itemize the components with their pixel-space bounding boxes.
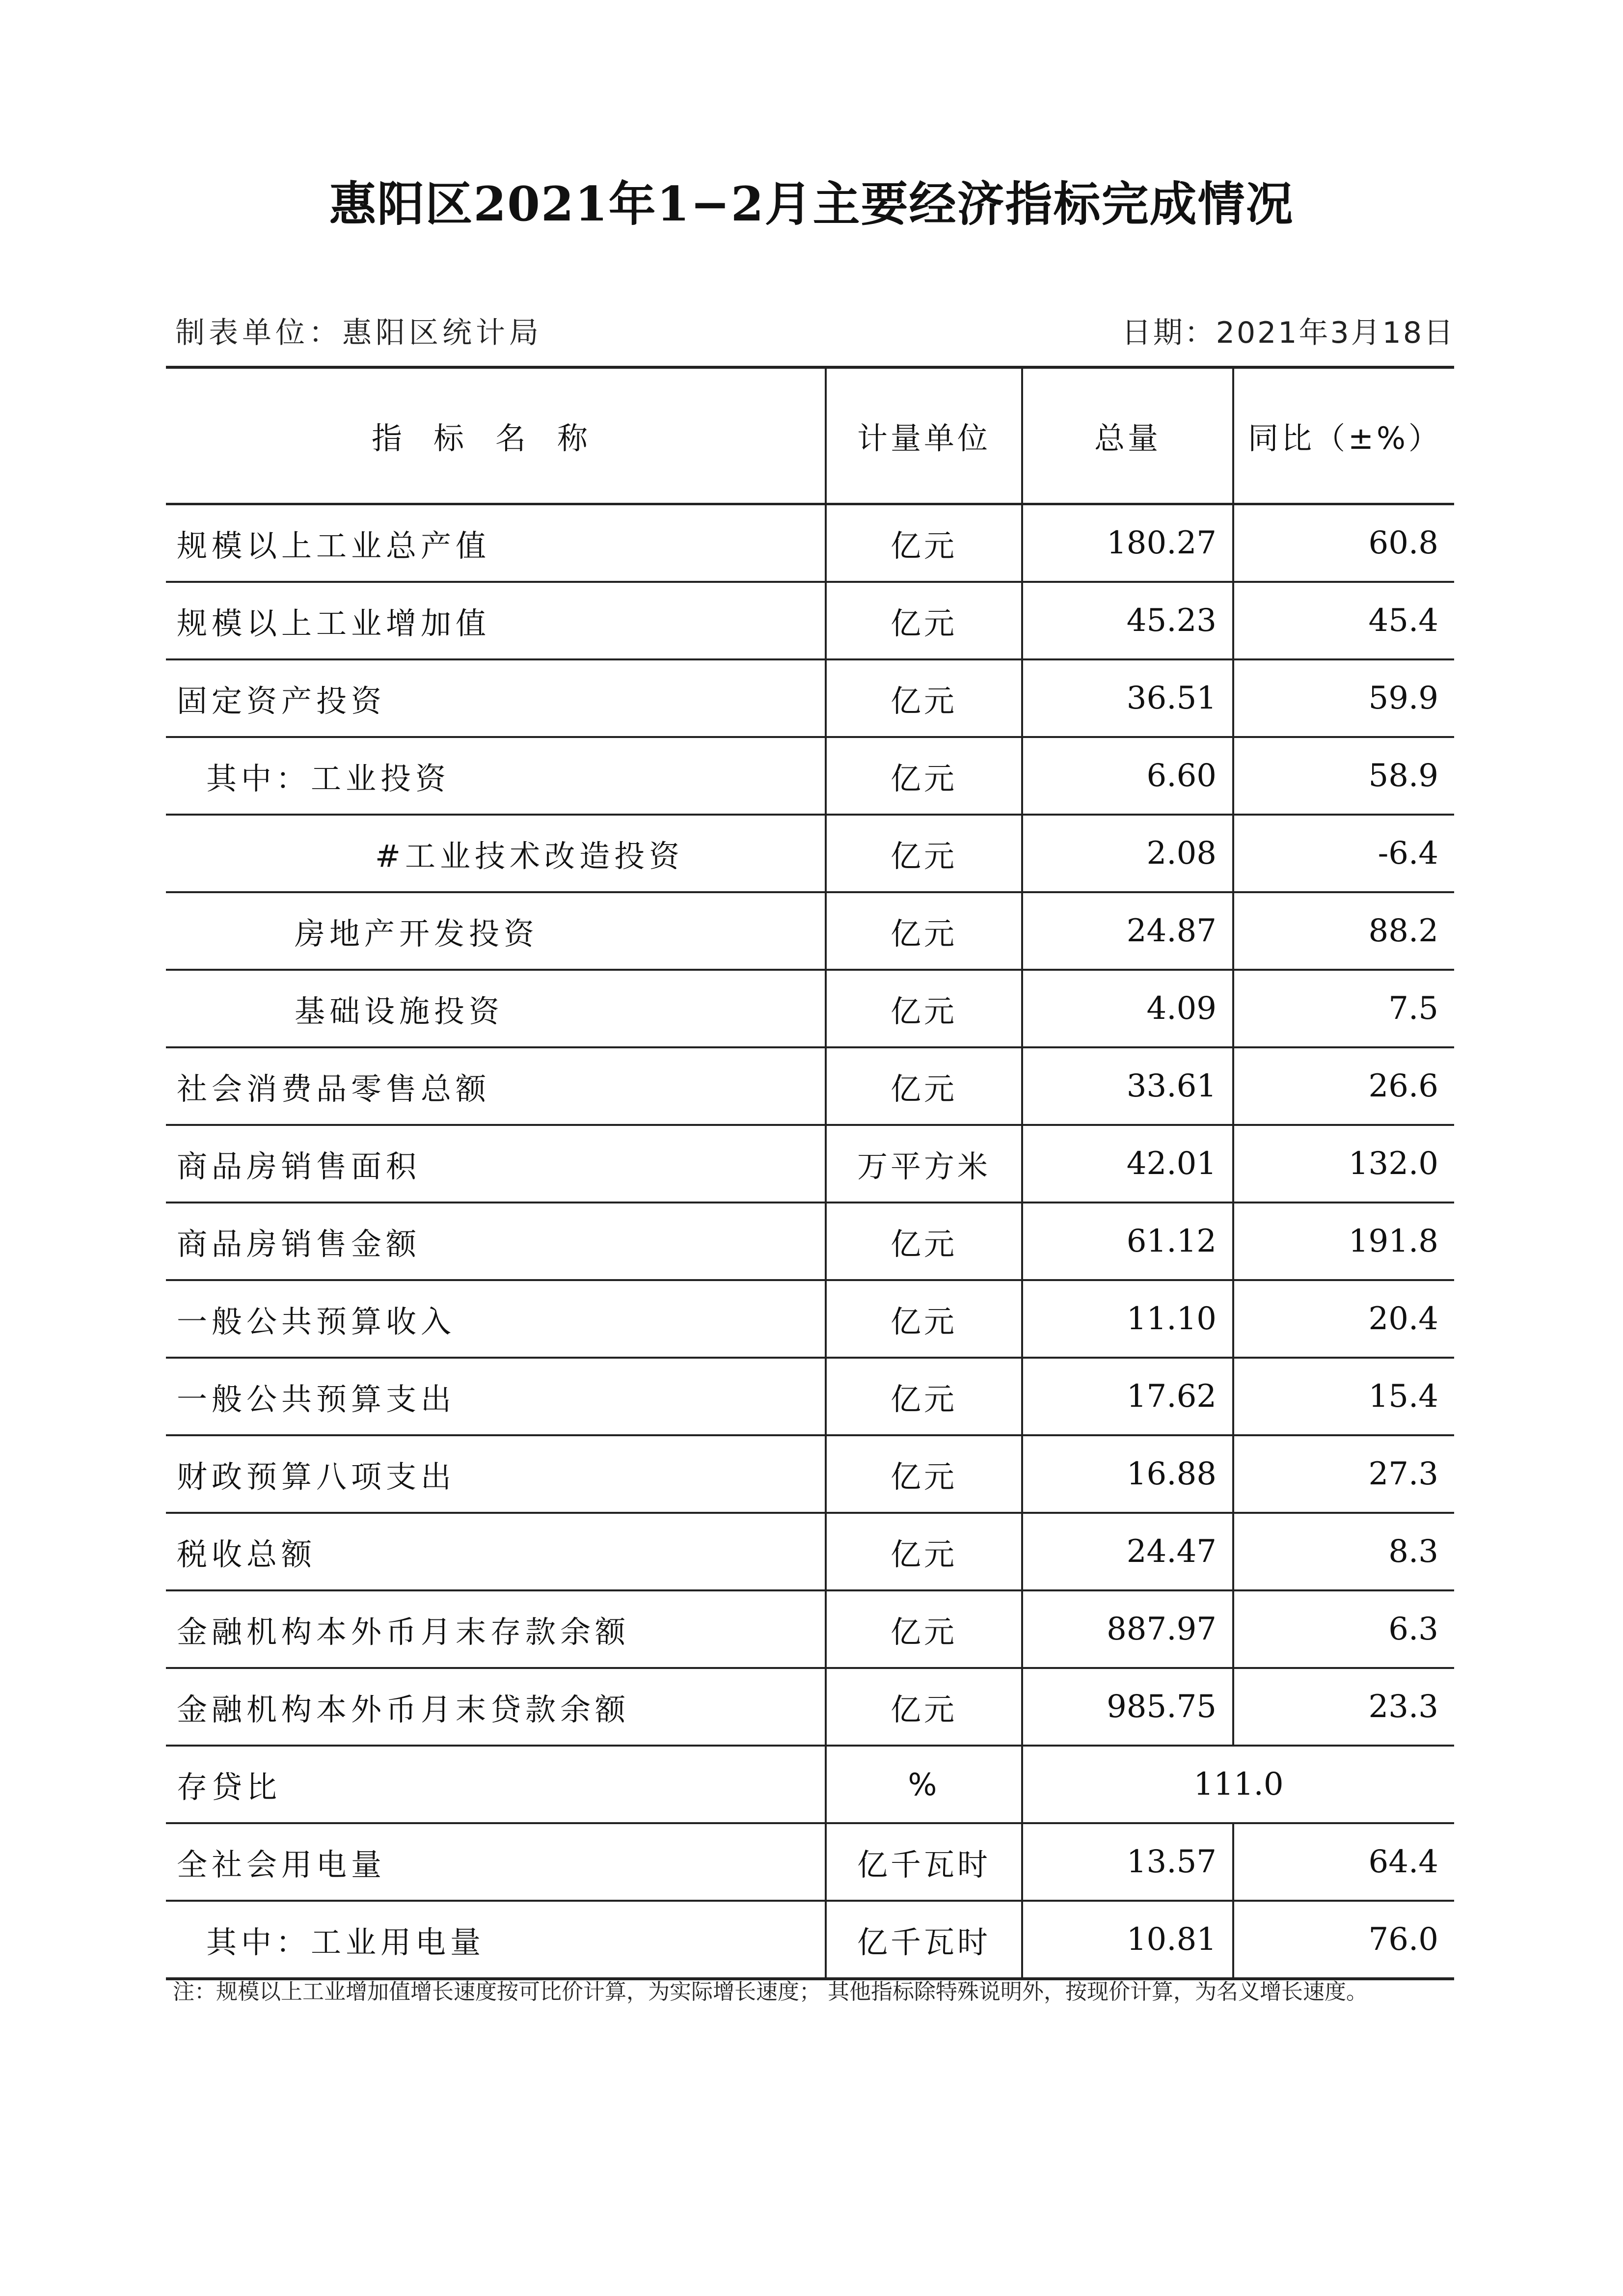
indicator-table — [166, 366, 1454, 1980]
indicator-name: 存贷比 — [166, 1746, 826, 1823]
table-row — [166, 1280, 1454, 1358]
indicator-unit: 亿元 — [826, 1203, 1022, 1280]
indicator-total: 4.09 — [1022, 970, 1233, 1047]
indicator-name: 基础设施投资 — [166, 970, 826, 1047]
indicator-unit: 亿元 — [826, 737, 1022, 815]
indicator-total: 180.27 — [1022, 504, 1233, 582]
table-row — [166, 1746, 1454, 1823]
indicator-name: #工业技术改造投资 — [166, 815, 826, 892]
header-yoy: 同比（±%） — [1233, 367, 1454, 504]
indicator-yoy: 88.2 — [1233, 892, 1454, 970]
indicator-unit: 亿元 — [826, 815, 1022, 892]
indicator-yoy: 58.9 — [1233, 737, 1454, 815]
indicator-name: 一般公共预算收入 — [166, 1280, 826, 1358]
indicator-yoy: 45.4 — [1233, 582, 1454, 659]
indicator-merged-value: 111.0 — [1022, 1746, 1454, 1823]
indicator-unit: 亿元 — [826, 1668, 1022, 1746]
indicator-total: 17.62 — [1022, 1358, 1233, 1435]
indicator-name: 固定资产投资 — [166, 659, 826, 737]
table-row — [166, 892, 1454, 970]
indicator-name: 金融机构本外币月末存款余额 — [166, 1590, 826, 1668]
indicator-name: 房地产开发投资 — [166, 892, 826, 970]
table-row — [166, 1668, 1454, 1746]
indicator-name: 一般公共预算支出 — [166, 1358, 826, 1435]
table-row — [166, 1901, 1454, 1979]
indicator-unit: 亿元 — [826, 659, 1022, 737]
indicator-unit: 亿元 — [826, 582, 1022, 659]
indicator-yoy: 23.3 — [1233, 1668, 1454, 1746]
table-row — [166, 970, 1454, 1047]
indicator-total: 24.87 — [1022, 892, 1233, 970]
indicator-total: 10.81 — [1022, 1901, 1233, 1979]
table-row — [166, 1047, 1454, 1125]
indicator-yoy: -6.4 — [1233, 815, 1454, 892]
indicator-yoy: 8.3 — [1233, 1513, 1454, 1590]
indicator-unit: % — [826, 1746, 1022, 1823]
indicator-total: 13.57 — [1022, 1823, 1233, 1901]
indicator-name: 财政预算八项支出 — [166, 1435, 826, 1513]
indicator-yoy: 191.8 — [1233, 1203, 1454, 1280]
indicator-name: 规模以上工业总产值 — [166, 504, 826, 582]
indicator-total: 61.12 — [1022, 1203, 1233, 1280]
indicator-name: 全社会用电量 — [166, 1823, 826, 1901]
indicator-unit: 亿元 — [826, 1435, 1022, 1513]
indicator-unit: 亿元 — [826, 1513, 1022, 1590]
indicator-yoy: 20.4 — [1233, 1280, 1454, 1358]
indicator-unit: 亿元 — [826, 970, 1022, 1047]
indicator-total: 16.88 — [1022, 1435, 1233, 1513]
report-date: 日期：2021年3月18日 — [1121, 316, 1455, 350]
table-row — [166, 1435, 1454, 1513]
indicator-total: 985.75 — [1022, 1668, 1233, 1746]
indicator-yoy: 6.3 — [1233, 1590, 1454, 1668]
indicator-name: 金融机构本外币月末贷款余额 — [166, 1668, 826, 1746]
indicator-unit: 亿元 — [826, 1047, 1022, 1125]
indicator-total: 42.01 — [1022, 1125, 1233, 1203]
table-row — [166, 1125, 1454, 1203]
table-row — [166, 1590, 1454, 1668]
table-row — [166, 1203, 1454, 1280]
indicator-yoy: 59.9 — [1233, 659, 1454, 737]
footnote: 注：规模以上工业增加值增长速度按可比价计算，为实际增长速度； 其他指标除特殊说明外，按现价计算，为名义增长速度。 — [173, 1979, 1368, 2004]
indicator-total: 45.23 — [1022, 582, 1233, 659]
indicator-name: 其中：工业用电量 — [166, 1901, 826, 1979]
indicator-name: 社会消费品零售总额 — [166, 1047, 826, 1125]
indicator-total: 24.47 — [1022, 1513, 1233, 1590]
indicator-name: 商品房销售面积 — [166, 1125, 826, 1203]
header-indicator-name: 指标名称 — [166, 367, 826, 504]
indicator-total: 887.97 — [1022, 1590, 1233, 1668]
table-header-row — [166, 367, 1454, 504]
table-row — [166, 659, 1454, 737]
indicator-yoy: 64.4 — [1233, 1823, 1454, 1901]
indicator-yoy: 132.0 — [1233, 1125, 1454, 1203]
table-row — [166, 1513, 1454, 1590]
indicator-total: 33.61 — [1022, 1047, 1233, 1125]
indicator-unit: 亿千瓦时 — [826, 1901, 1022, 1979]
indicator-name: 商品房销售金额 — [166, 1203, 826, 1280]
header-unit: 计量单位 — [826, 367, 1022, 504]
indicator-unit: 亿元 — [826, 1280, 1022, 1358]
indicator-unit: 亿千瓦时 — [826, 1823, 1022, 1901]
indicator-yoy: 76.0 — [1233, 1901, 1454, 1979]
indicator-total: 11.10 — [1022, 1280, 1233, 1358]
table-row — [166, 815, 1454, 892]
indicator-total: 36.51 — [1022, 659, 1233, 737]
indicator-total: 2.08 — [1022, 815, 1233, 892]
table-row — [166, 1823, 1454, 1901]
indicator-name: 其中：工业投资 — [166, 737, 826, 815]
indicator-yoy: 15.4 — [1233, 1358, 1454, 1435]
table-row — [166, 1358, 1454, 1435]
page-title: 惠阳区2021年1−2月主要经济指标完成情况 — [329, 176, 1294, 232]
indicator-unit: 亿元 — [826, 504, 1022, 582]
header-total: 总量 — [1022, 367, 1233, 504]
indicator-yoy: 27.3 — [1233, 1435, 1454, 1513]
indicator-unit: 亿元 — [826, 1590, 1022, 1668]
issuing-unit: 制表单位：惠阳区统计局 — [175, 316, 542, 350]
indicator-yoy: 60.8 — [1233, 504, 1454, 582]
table-row — [166, 582, 1454, 659]
indicator-name: 规模以上工业增加值 — [166, 582, 826, 659]
indicator-unit: 万平方米 — [826, 1125, 1022, 1203]
indicator-unit: 亿元 — [826, 892, 1022, 970]
indicator-yoy: 26.6 — [1233, 1047, 1454, 1125]
indicator-yoy: 7.5 — [1233, 970, 1454, 1047]
table-row — [166, 737, 1454, 815]
indicator-unit: 亿元 — [826, 1358, 1022, 1435]
table-row — [166, 504, 1454, 582]
indicator-name: 税收总额 — [166, 1513, 826, 1590]
indicator-total: 6.60 — [1022, 737, 1233, 815]
